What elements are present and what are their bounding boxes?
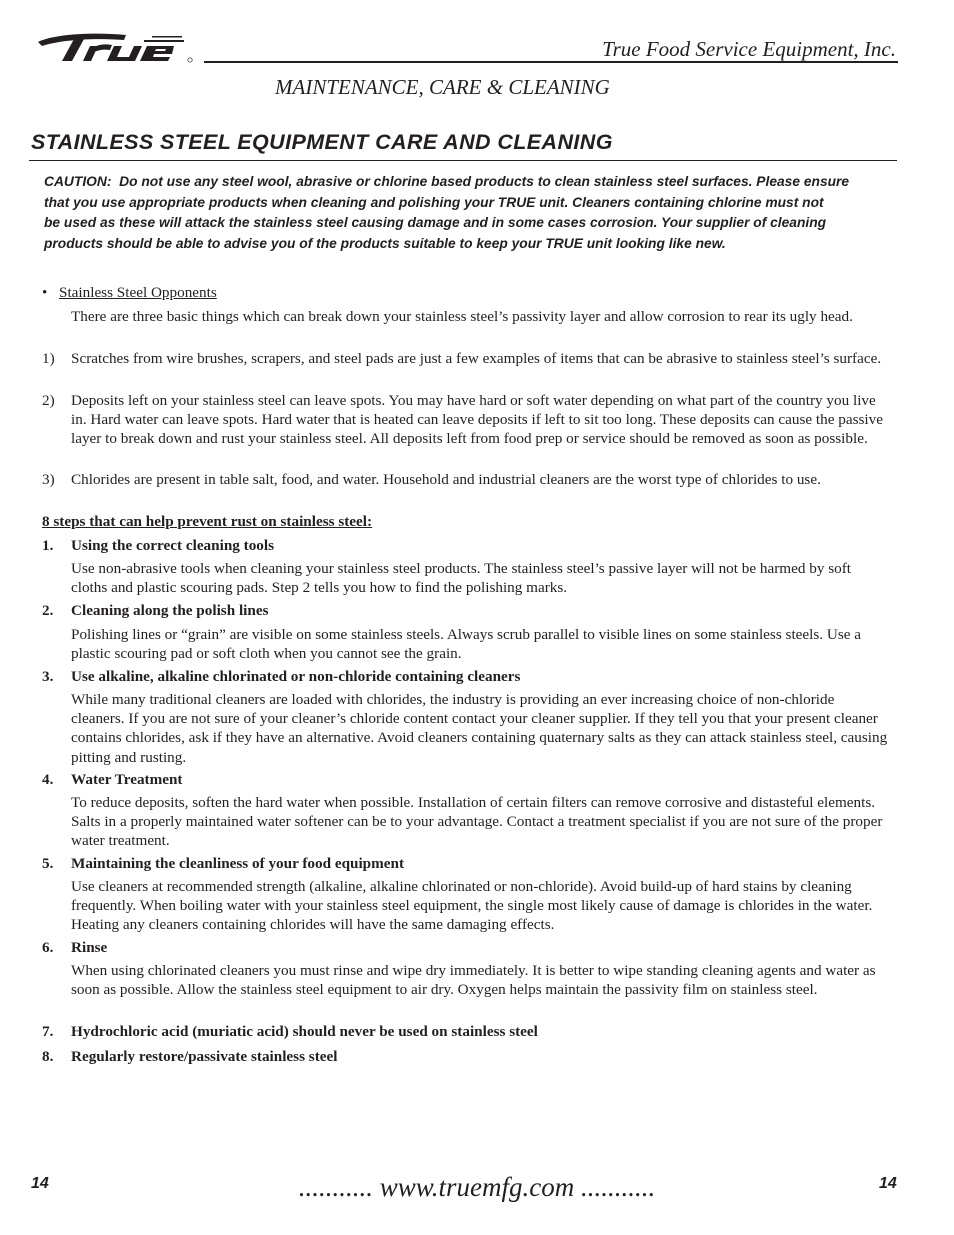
caution-line-3: be used as these will attack the stainless steel causing damage and in some cases corrosion. Your supplier of cleaning [44,215,827,230]
step-number: 2. [42,602,54,619]
opponent-text: Deposits left on your stainless steel can leave spots. You may have hard or soft water depending on what part of the country you live in. Hard water can leave spots. Hard water that is heated can leave deposits if left to sit too long. These deposits can cause the passive layer to break down and rust your stainless steel. All deposits left from food prep or service should be removed as soon as possible. [71,392,883,448]
step-text: Use non-abrasive tools when cleaning your stainless steel products. The stainless steel’s passive layer will not be harmed by soft cloths and plastic scouring pads. Step 2 tells you how to find the polishing marks. [71,560,852,597]
step-text: While many traditional cleaners are loaded with chlorides, the industry is providing an ever increasing choice of non-chloride cleaners. If you are not sure of your cleaner’s chloride content contact your cleaner supplier. If they tell you that your present cleaner contains chlorides, ask if they have an alternative. Avoid cleaners containing quaternary salts as they can attack stainless steel, causing pitting and rusting. [71,691,888,766]
step-number: 4. [42,771,54,788]
heading-rule [29,160,897,161]
true-logo [34,30,196,66]
opponent-number: 1) [42,350,55,367]
company-name: True Food Service Equipment, Inc. [602,37,896,61]
opponent-number: 3) [42,471,55,488]
step-title: Cleaning along the polish lines [71,602,269,619]
step-title: Hydrochloric acid (muriatic acid) should never be used on stainless steel [71,1023,538,1040]
website-link[interactable]: ........... www.truemfg.com ........... [298,1172,656,1202]
step-title: Water Treatment [71,771,183,788]
step-text: When using chlorinated cleaners you must rinse and wipe dry immediately. It is better to wipe standing cleaning agents and water as soon as possible. Allow the stainless steel equipment to air dry. Oxygen helps maintain the passivity film on stainless steel. [71,962,876,999]
step-text: Use cleaners at recommended strength (alkaline, alkaline chlorinated or non-chloride). Avoid build-up of hard stains by cleaning frequently. When boiling water with your stainless steel equipment, the single most likely cause of damage is chlorides in the water. Heating any cleaners containing chlorides will have the same damaging effects. [71,878,873,934]
bullet-icon: • [42,284,48,301]
opponent-text: Scratches from wire brushes, scrapers, and steel pads are just a few examples of items that can be abrasive to stainless steel’s surface. [71,350,882,367]
section-title: MAINTENANCE, CARE & CLEANING [275,75,610,99]
opponent-text: Chlorides are present in table salt, food, and water. Household and industrial cleaners are the worst type of chlorides to use. [71,471,821,488]
step-title: Use alkaline, alkaline chlorinated or non-chloride containing cleaners [71,668,521,685]
step-number: 1. [42,537,54,554]
page-number-right: 14 [879,1175,897,1192]
opponent-number: 2) [42,392,55,409]
step-text: Polishing lines or “grain” are visible on some stainless steels. Always scrub parallel to visible lines on some stainless steels. Use a plastic scouring pad or soft cloth when you cannot see the grain. [71,626,862,663]
page-heading: STAINLESS STEEL EQUIPMENT CARE AND CLEANING [31,130,613,154]
step-number: 5. [42,855,54,872]
page-number-left: 14 [31,1175,49,1192]
step-title: Rinse [71,939,108,956]
caution-box [44,172,896,254]
caution-line-1: CAUTION: Do not use any steel wool, abrasive or chlorine based products to clean stainless steel surfaces. Please ensure [44,174,850,189]
header-rule [204,61,898,63]
steps-title: 8 steps that can help prevent rust on stainless steel: [42,513,373,530]
caution-line-2: that you use appropriate products when cleaning and polishing your TRUE unit. Cleaners containing chlorine must not [44,194,824,210]
step-number: 6. [42,939,54,956]
step-number: 7. [42,1023,54,1040]
opponents-intro: There are three basic things which can break down your stainless steel’s passivity layer and allow corrosion to rear its ugly head. [71,308,853,325]
caution-line-4: products should be able to advise you of the products suitable to keep your TRUE unit looking like new. [44,235,726,251]
step-number: 8. [42,1048,54,1065]
opponents-title: Stainless Steel Opponents [59,284,217,301]
step-title: Using the correct cleaning tools [71,537,275,554]
step-number: 3. [42,668,54,685]
step-title: Regularly restore/passivate stainless steel [71,1048,338,1065]
step-title: Maintaining the cleanliness of your food equipment [71,855,405,872]
caution-label: CAUTION: [44,174,112,189]
step-text: To reduce deposits, soften the hard water when possible. Installation of certain filters can remove corrosive and distasteful elements. Salts in a properly maintained water softener can be to your advantage. Contact a treatment specialist if you are not sure of the proper water treatment. [71,794,883,850]
